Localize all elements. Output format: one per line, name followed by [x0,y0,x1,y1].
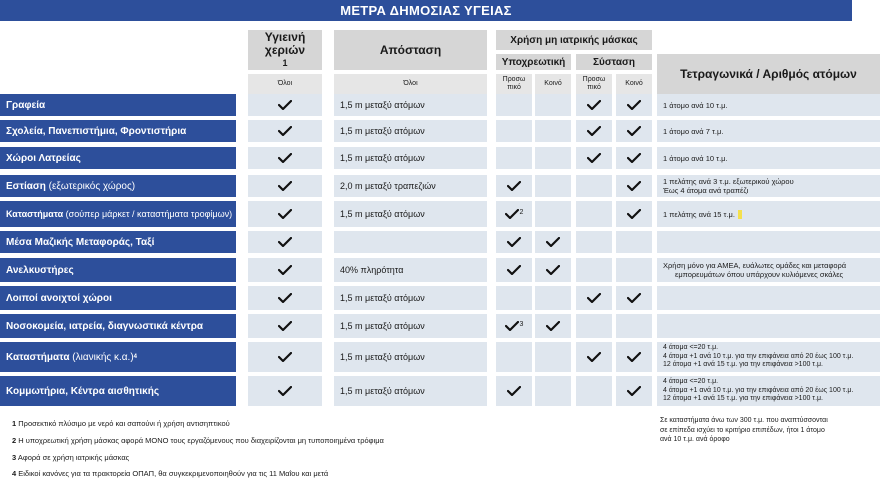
distance-cell [334,342,487,372]
area-text: Χρήση μόνο για ΑΜΕΑ, ευάλωτες ομάδες και μεταφορά [663,261,847,270]
footnote-2 [12,436,384,445]
header-hygiene [248,30,322,70]
mand-public-cell [535,94,571,116]
rec-public-cell [616,120,652,142]
header-mask: Χρήση μη ιατρικής μάσκας [496,30,652,50]
row-label-text: Χώροι Λατρείας [6,152,81,164]
area-extra-line: ανά 10 τ.μ. ανά όροφο [660,436,730,443]
row-label-offices [0,94,236,116]
rec-staff-cell [576,376,612,406]
row-label-note: (λιανικής κ.α.) [72,351,134,363]
row-label-schools [0,120,236,142]
check-icon [505,321,524,331]
area-cell [657,376,880,406]
rec-staff-cell [576,286,612,310]
rec-staff-cell [576,201,612,227]
area-cell [657,231,880,253]
area-text: 4 άτομα +1 ανά 10 τ.μ. για την επιφάνεια από 20 έως 100 τ.μ. [663,352,854,360]
distance-text: 1,5 m μεταξύ ατόμων [340,321,425,331]
footnote-text: Η υποχρεωτική χρήση μάσκας αφορά ΜΟΝΟ τους εργαζόμενους που διαχειρίζονται μη τυποποιημένα τρόφιμα [18,436,384,445]
hand-cell [248,120,322,142]
distance-cell [334,147,487,169]
distance-text: 1,5 m μεταξύ ατόμων [340,153,425,163]
distance-cell [334,376,487,406]
rec-public-cell [616,175,652,197]
distance-cell [334,94,487,116]
distance-text: 1,5 m μεταξύ ατόμων [340,209,425,219]
header-recommended: Σύσταση [576,54,652,70]
rec-public-cell [616,147,652,169]
check-icon [627,209,641,219]
rec-public-cell [616,376,652,406]
check-icon [587,293,601,303]
row-label-open-spaces [0,286,236,310]
mand-staff-cell [496,147,532,169]
page-title: ΜΕΤΡΑ ΔΗΜΟΣΙΑΣ ΥΓΕΙΑΣ [0,0,852,21]
distance-text: 1,5 m μεταξύ ατόμων [340,293,425,303]
mand-staff-cell [496,175,532,197]
area-cell [657,120,880,142]
footnote-number: 4 [12,469,17,478]
distance-cell [334,175,487,197]
highlight-mark [738,210,742,219]
mand-public-cell [535,147,571,169]
row-label-text: Μέσα Μαζικής Μεταφοράς, Ταξί [6,236,155,248]
check-icon [627,153,641,163]
header-mandatory: Υποχρεωτική [496,54,571,70]
hand-cell [248,94,322,116]
distance-text: 1,5 m μεταξύ ατόμων [340,100,425,110]
footnote-text: Προσεκτικό πλύσιμο με νερό και σαπούνι ή χρήση αντισηπτικού [18,419,230,428]
hand-cell [248,286,322,310]
header-hygiene-note: 1 [282,57,288,68]
distance-cell [334,231,487,253]
distance-cell [334,201,487,227]
footnote-3 [12,453,129,462]
rec-public-cell [616,94,652,116]
area-cell [657,342,880,372]
mand-staff-cell [496,94,532,116]
area-text: 1 άτομο ανά 10 τ.μ. [663,153,728,163]
check-icon [546,321,560,331]
area-text: εμπορευμάτων όπου υπάρχουν κυλιόμενες σκάλες [675,270,844,279]
rec-public-cell [616,286,652,310]
check-icon [627,293,641,303]
area-cell [657,147,880,169]
row-label-retail [0,342,236,372]
check-icon [546,237,560,247]
check-icon [278,293,292,303]
row-label-worship [0,147,236,169]
check-icon [505,209,524,219]
hand-cell [248,201,322,227]
check-icon [278,352,292,362]
area-text: 4 άτομα <=20 τ.μ. [663,378,719,386]
mand-staff-cell [496,120,532,142]
check-icon [278,126,292,136]
area-cell [657,175,880,197]
row-label-hospitals [0,314,236,338]
mand-public-cell [535,258,571,282]
distance-cell [334,258,487,282]
area-text: 12 άτομα +1 ανά 15 τ.μ. για την επιφάνεια >100 τ.μ. [663,395,823,403]
check-icon [507,386,521,396]
sub-header-rec-public: Κοινό [616,74,652,94]
hand-cell [248,376,322,406]
row-label-text: Ανελκυστήρες [6,264,74,276]
area-extra-line: Σε καταστήματα άνω των 300 τ.μ. που αναπτύσσονται [660,417,828,424]
hand-cell [248,342,322,372]
check-icon [627,386,641,396]
hand-cell [248,147,322,169]
check-icon [627,100,641,110]
footnote-4 [12,469,328,478]
check-icon [627,126,641,136]
row-label-text: Σχολεία, Πανεπιστήμια, Φροντιστήρια [6,125,187,137]
rec-public-cell [616,314,652,338]
distance-cell [334,286,487,310]
check-icon [587,100,601,110]
check-icon [278,386,292,396]
mand-staff-cell [496,286,532,310]
check-icon [507,237,521,247]
distance-text: 40% πληρότητα [340,265,404,275]
mand-public-cell [535,314,571,338]
mand-public-cell [535,175,571,197]
hand-cell [248,175,322,197]
area-text: 1 άτομο ανά 7 τ.μ. [663,126,724,136]
mand-staff-cell [496,201,532,227]
check-icon [507,265,521,275]
row-label-note: (σούπερ μάρκετ / καταστήματα τροφίμων) [65,209,233,219]
check-icon [587,352,601,362]
header-distance: Απόσταση [334,30,487,70]
hand-cell [248,258,322,282]
row-label-salons [0,376,236,406]
check-icon [587,153,601,163]
rec-staff-cell [576,258,612,282]
area-text: 12 άτομα +1 ανά 15 τ.μ. για την επιφάνεια >100 τ.μ. [663,361,823,369]
hand-cell [248,314,322,338]
area-cell [657,258,880,282]
area-text: 1 άτομο ανά 10 τ.μ. [663,100,728,110]
distance-cell [334,120,487,142]
sub-header-mand-staff: Προσω πικό [496,74,532,94]
sub-header-rec-staff: Προσω πικό [576,74,612,94]
mand-staff-cell [496,376,532,406]
footnote-number: 1 [12,419,17,428]
check-icon [627,181,641,191]
area-cell [657,286,880,310]
rec-staff-cell [576,120,612,142]
area-text: 1 πελάτης ανά 3 τ.μ. εξωτερικού χώρου [663,177,794,186]
area-cell [657,314,880,338]
check-icon [546,265,560,275]
row-label-text: Εστίαση [6,180,46,192]
rec-public-cell [616,258,652,282]
distance-text: 1,5 m μεταξύ ατόμων [340,126,425,136]
check-icon [278,209,292,219]
footnote-text: Ειδικοί κανόνες για τα πρακτορεία ΟΠΑΠ, θα συγκεκριμενοποιηθούν για τις 11 Μαΐου και μετά [18,469,329,478]
mand-staff-cell [496,258,532,282]
mand-public-cell [535,201,571,227]
distance-cell [334,314,487,338]
mand-staff-cell [496,314,532,338]
check-icon [278,237,292,247]
footnote-number: 3 [12,453,17,462]
row-label-elevators [0,258,236,282]
rec-public-cell [616,231,652,253]
mand-staff-cell [496,231,532,253]
row-label-transport [0,231,236,253]
rec-staff-cell [576,94,612,116]
mand-staff-cell [496,342,532,372]
distance-text: 1,5 m μεταξύ ατόμων [340,386,425,396]
rec-staff-cell [576,175,612,197]
distance-text: 1,5 m μεταξύ ατόμων [340,352,425,362]
mand-public-cell [535,376,571,406]
row-label-dining [0,175,236,197]
area-cell [657,94,880,116]
footnote-1 [12,419,230,428]
row-label-grocery [0,201,236,227]
row-label-text: Νοσοκομεία, ιατρεία, διαγνωστικά κέντρα [6,320,204,332]
area-text: 1 πελάτης ανά 15 τ.μ. [663,209,735,219]
row-label-text: Καταστήματα [6,209,64,219]
header-hygiene-label: Υγιεινή χεριών [264,29,306,57]
mand-public-cell [535,286,571,310]
hand-cell [248,231,322,253]
mand-public-cell [535,231,571,253]
area-text: 4 άτομα <=20 τ.μ. [663,344,719,352]
sub-header-all-distance: Όλοι [334,74,487,94]
area-text: 4 άτομα +1 ανά 10 τ.μ. για την επιφάνεια από 20 έως 100 τ.μ. [663,386,854,394]
footnote-ref: 2 [519,209,524,216]
check-icon [278,321,292,331]
footnote-text: Αφορά σε χρήση ιατρικής μάσκας [17,453,130,462]
area-cell [657,201,880,227]
mand-public-cell [535,120,571,142]
row-label-note: (εξωτερικός χώρος) [48,180,136,192]
check-icon [627,352,641,362]
rec-staff-cell [576,342,612,372]
sub-header-mand-public: Κοινό [535,74,571,94]
check-icon [278,100,292,110]
row-label-text: Γραφεία [6,99,46,111]
sub-header-all-hygiene: Όλοι [248,74,322,94]
rec-staff-cell [576,147,612,169]
rec-public-cell [616,201,652,227]
check-icon [507,181,521,191]
rec-staff-cell [576,231,612,253]
rec-public-cell [616,342,652,372]
row-label-text: Λοιποί ανοιχτοί χώροι [6,292,112,304]
area-extra-line: σε επίπεδα ισχύει το κριτήριο επιπέδων, ήτοι 1 άτομο [660,426,825,434]
check-icon [587,126,601,136]
row-label-text: Καταστήματα [6,351,70,363]
rec-staff-cell [576,314,612,338]
footnote-ref: 3 [519,321,524,328]
row-label-text: Κομμωτήρια, Κέντρα αισθητικής [6,385,160,397]
check-icon [278,265,292,275]
check-icon [278,153,292,163]
mand-public-cell [535,342,571,372]
header-area: Τετραγωνικά / Αριθμός ατόμων [657,54,880,94]
footnote-number: 2 [12,436,17,445]
row-label-sup: 4 [133,354,137,360]
area-extra-note [660,416,880,445]
distance-text: 2,0 m μεταξύ τραπεζιών [340,181,436,191]
check-icon [278,181,292,191]
area-text: Έως 4 άτομα ανά τραπέζι [663,186,749,195]
